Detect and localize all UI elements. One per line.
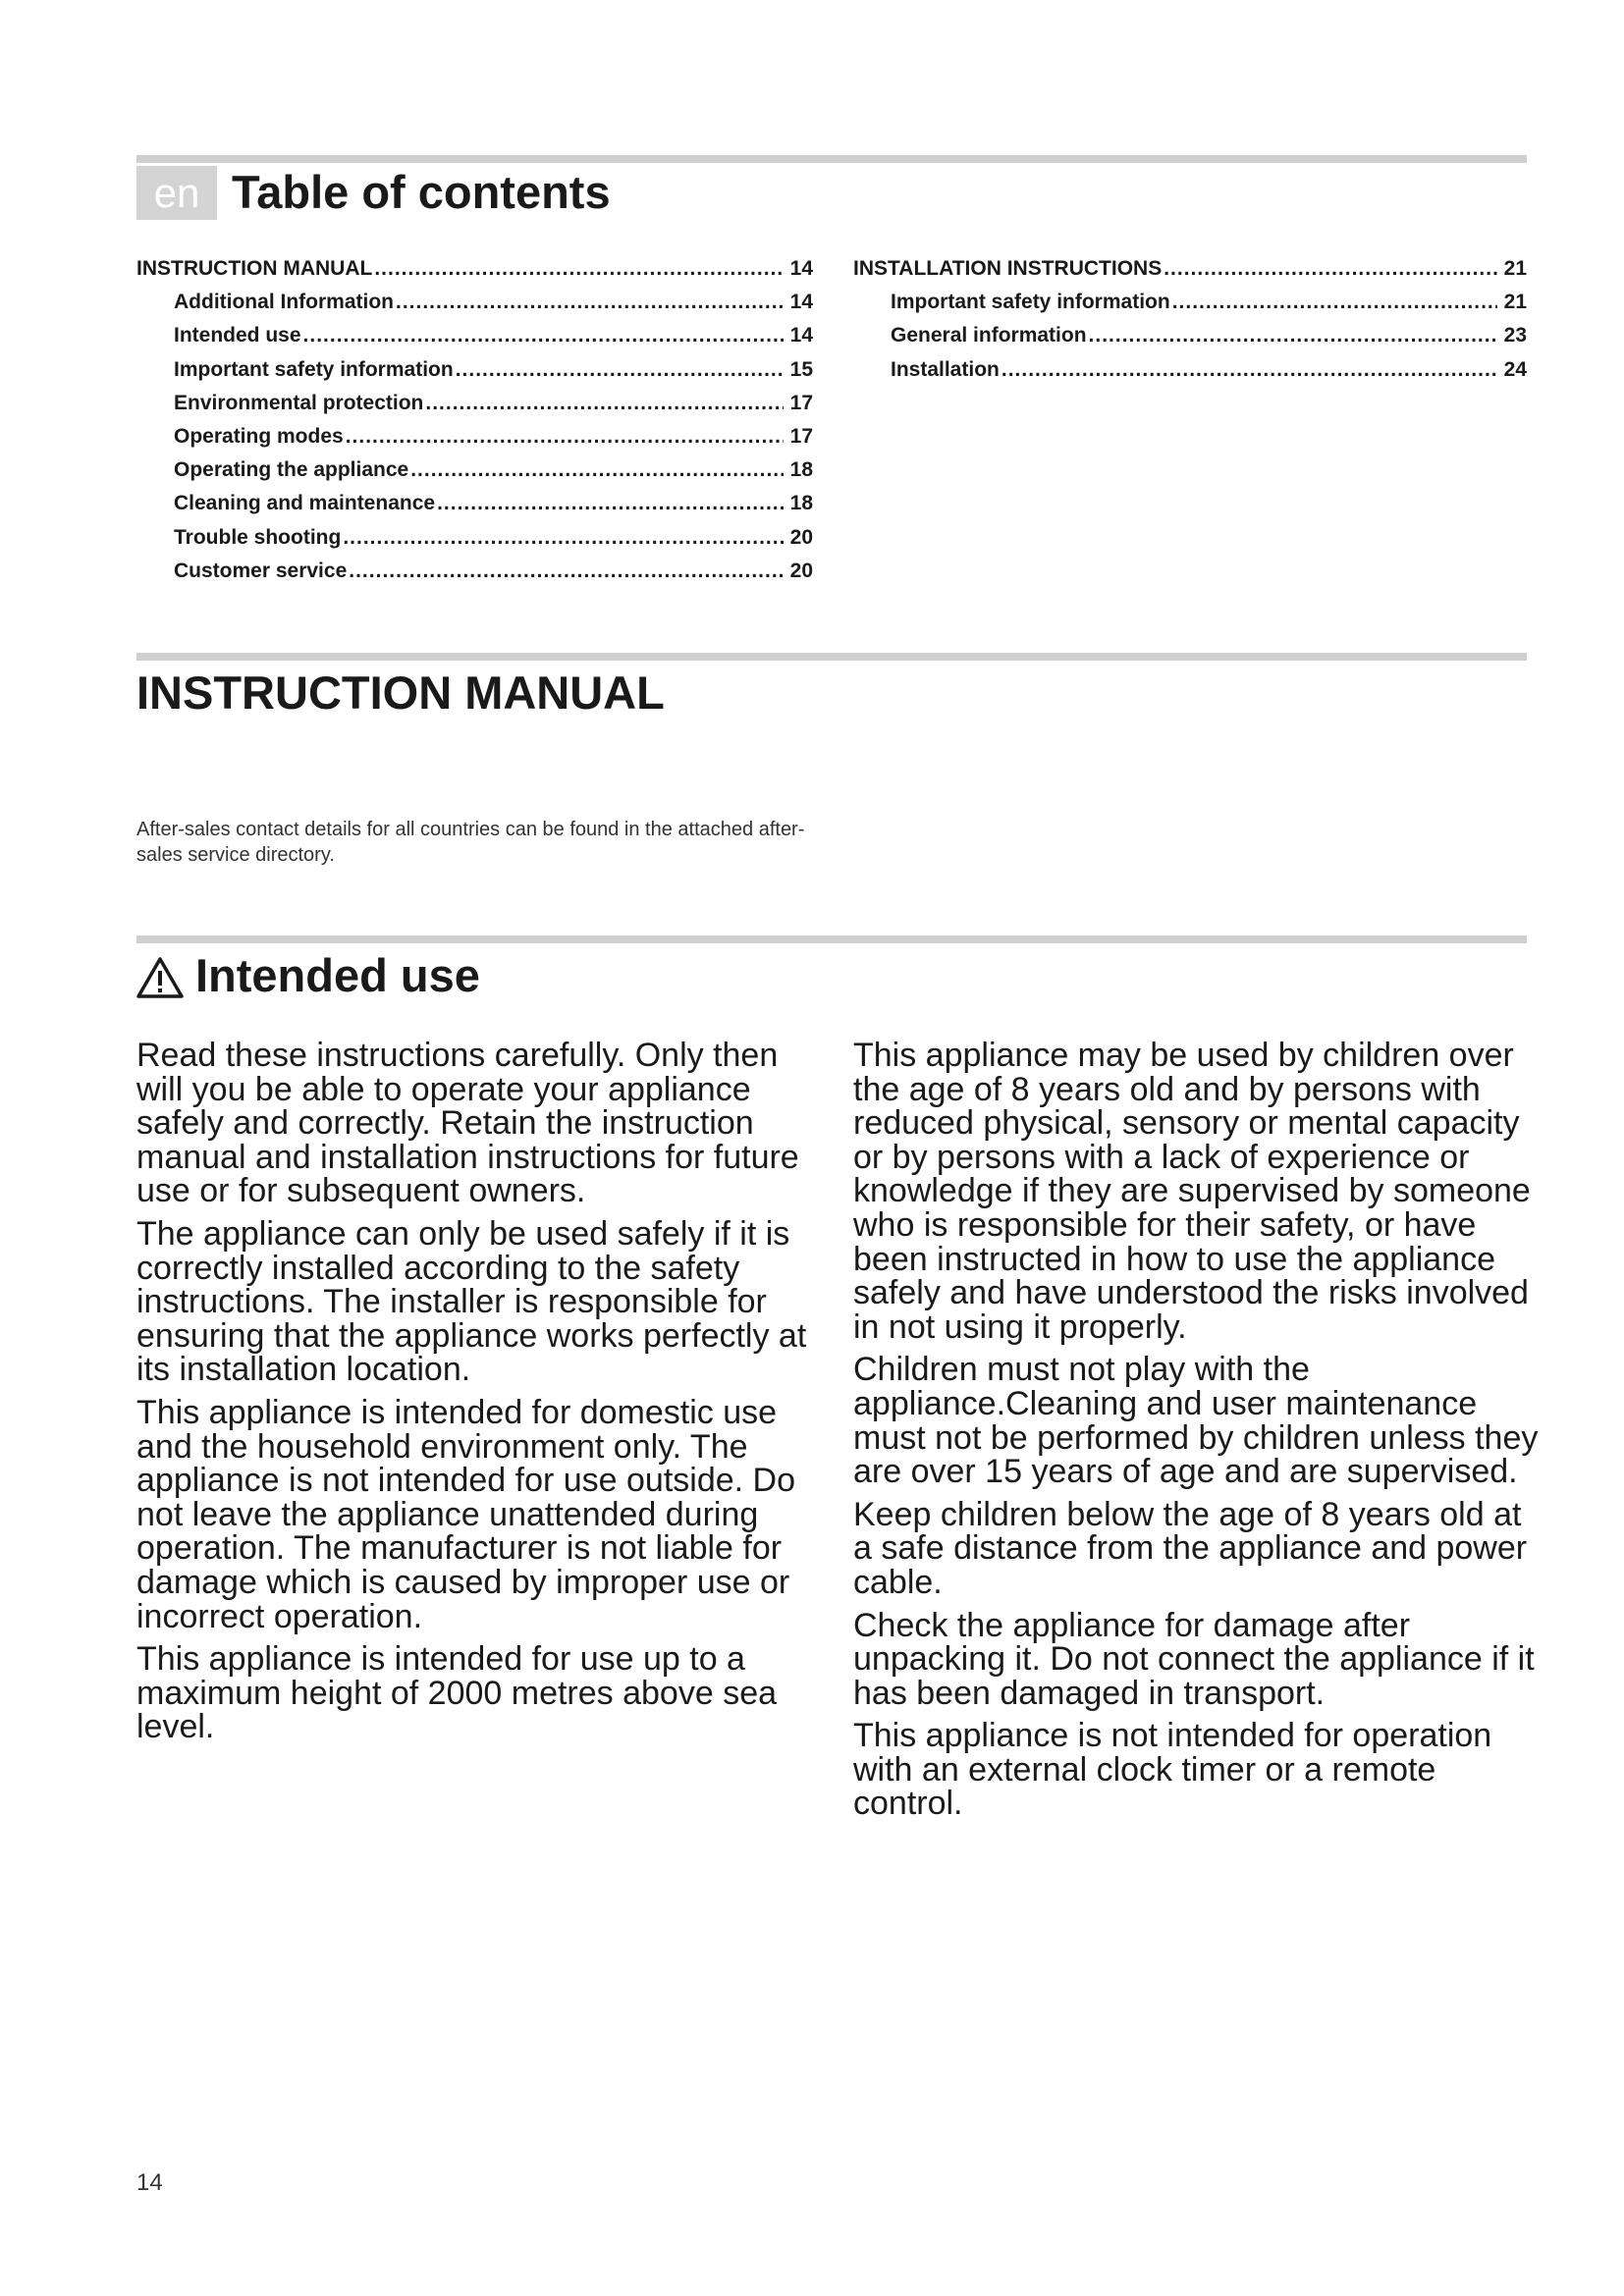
toc-entry-label: INSTALLATION INSTRUCTIONS	[853, 257, 1163, 280]
toc-entry-page: 17	[789, 424, 813, 448]
toc-entry-page: 18	[789, 458, 813, 482]
toc-entry-page: 20	[789, 559, 813, 582]
toc-entry-page: 14	[789, 257, 813, 280]
toc-entry-label: Operating modes	[174, 424, 344, 448]
toc-entry[interactable]	[853, 358, 1527, 392]
toc-entry[interactable]	[136, 425, 813, 458]
warning-triangle-icon	[136, 954, 184, 997]
body-paragraph: Keep children below the age of 8 years old at a safe distance from the appliance and power cable.	[853, 1495, 1528, 1601]
toc-entry[interactable]	[136, 257, 813, 291]
toc-leader-dots	[349, 560, 784, 583]
toc-entry-label: Additional Information	[174, 291, 394, 314]
toc-leader-dots	[1089, 324, 1497, 347]
toc-leader-dots	[1164, 257, 1497, 281]
toc-leader-dots	[410, 458, 784, 482]
intended-use-left-column	[136, 1039, 824, 1753]
toc-leader-dots	[1172, 291, 1497, 314]
toc-leader-dots	[396, 291, 784, 314]
page-number: 14	[136, 2169, 163, 2196]
toc-entry-page: 14	[789, 324, 813, 347]
toc-rule	[136, 155, 1527, 163]
toc-leader-dots	[425, 392, 784, 415]
toc-leader-dots	[1001, 358, 1497, 382]
toc-leader-dots	[303, 324, 784, 347]
body-paragraph: This appliance is intended for domestic use and the household environment only. The appliance is not intended for use outside. Do not leave the appliance unattended during operation. The manufacturer is not liable for damage which is caused by improper use or incorrect operation.	[136, 1393, 796, 1635]
toc-leader-dots	[374, 257, 784, 281]
toc-entry-label: General information	[891, 324, 1087, 347]
toc-entry-page: 23	[1503, 324, 1527, 347]
toc-entry-page: 21	[1503, 257, 1527, 280]
toc-entry[interactable]	[136, 358, 813, 392]
toc-entry-label: Operating the appliance	[174, 458, 409, 482]
toc-entry[interactable]	[136, 526, 813, 560]
body-paragraph: Check the appliance for damage after unpacking it. Do not connect the appliance if it has been damaged in transport.	[853, 1606, 1535, 1712]
toc-entry-page: 14	[789, 291, 813, 314]
toc-entry[interactable]	[136, 492, 813, 525]
toc-entry[interactable]	[136, 291, 813, 324]
toc-left-column	[136, 257, 813, 593]
instruction-manual-title: INSTRUCTION MANUAL	[136, 667, 665, 719]
toc-entry[interactable]	[136, 392, 813, 425]
intended-use-right-column	[853, 1039, 1541, 1830]
toc-leader-dots	[346, 425, 784, 449]
aftersales-note: After-sales contact details for all countries can be found in the attached after-sales service directory.	[136, 819, 805, 866]
body-paragraph: Read these instructions carefully. Only then will you be able to operate your appliance safely and correctly. Retain the instruction manual and installation instructions for future use or for subsequent owners.	[136, 1037, 799, 1210]
toc-entry-label: Cleaning and maintenance	[174, 492, 436, 515]
body-paragraph: This appliance is not intended for operation with an external clock timer or a remote control.	[853, 1717, 1492, 1823]
manual-rule	[136, 653, 1527, 661]
toc-entry-label: Installation	[891, 357, 1000, 381]
toc-leader-dots	[343, 526, 784, 550]
intended-use-rule	[136, 935, 1527, 943]
toc-entry-page: 17	[789, 391, 813, 414]
toc-entry[interactable]	[136, 324, 813, 357]
toc-entry-label: Environmental protection	[174, 391, 424, 414]
toc-entry[interactable]	[853, 291, 1527, 324]
intended-use-title	[136, 946, 480, 1005]
toc-entry-page: 21	[1503, 291, 1527, 314]
toc-entry-page: 24	[1503, 357, 1527, 381]
body-paragraph: The appliance can only be used safely if it is correctly installed according to the safety instructions. The installer is responsible for ensuring that the appliance works perfectly at its installation location.	[136, 1214, 807, 1389]
toc-entry[interactable]	[136, 560, 813, 593]
language-badge: en	[136, 166, 217, 220]
toc-entry[interactable]	[853, 257, 1527, 291]
toc-entry[interactable]	[853, 324, 1527, 357]
toc-entry-label: Important safety information	[891, 291, 1170, 314]
toc-entry-label: Important safety information	[174, 357, 454, 381]
toc-leader-dots	[456, 358, 784, 382]
toc-entry-label: Intended use	[174, 324, 301, 347]
toc-entry-label: INSTRUCTION MANUAL	[136, 257, 373, 280]
body-paragraph: This appliance is intended for use up to a maximum height of 2000 metres above sea level.	[136, 1640, 778, 1746]
toc-entry-page: 20	[789, 525, 813, 549]
toc-entry[interactable]	[136, 458, 813, 492]
intended-use-title-text: Intended use	[195, 949, 480, 1001]
toc-entry-page: 18	[789, 492, 813, 515]
toc-entry-label: Trouble shooting	[174, 525, 342, 549]
body-paragraph: Children must not play with the appliance.Cleaning and user maintenance must not be performed by children unless they are over 15 years of age and are supervised.	[853, 1351, 1539, 1491]
body-paragraph: This appliance may be used by children over the age of 8 years old and by persons with reduced physical, sensory or mental capacity or by persons with a lack of experience or knowledge if they are supervised by someone who is responsible for their safety, or have been instructed in how to use the appliance safely and have understood the risks involved in not using it properly.	[853, 1037, 1531, 1346]
toc-right-column	[853, 257, 1527, 392]
toc-entry-label: Customer service	[174, 559, 348, 582]
toc-title: Table of contents	[232, 166, 611, 218]
toc-leader-dots	[437, 492, 784, 515]
toc-entry-page: 15	[789, 357, 813, 381]
